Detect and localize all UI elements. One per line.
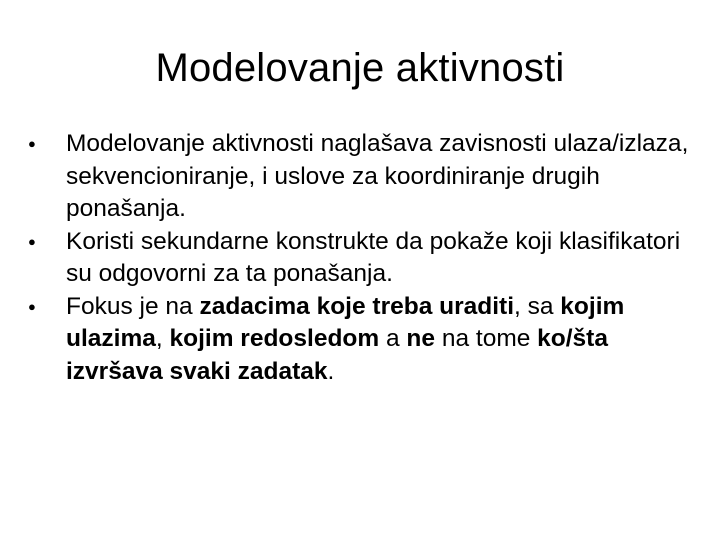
bullet-text-2-part-1: Koristi sekundarne konstrukte da pokaže koji klasifikatori su odgovorni za ta ponašanja. (66, 227, 681, 287)
bullet-text-3-emphasis-not: ne (406, 325, 436, 352)
bullet-dot-icon: ● (28, 233, 36, 249)
bullet-text-3-emphasis-tasks: zadacima koje treba uraditi (199, 292, 514, 320)
bullet-dot-icon: ● (28, 298, 36, 314)
bullet-item-3 (28, 291, 700, 389)
bullet-dot-icon: ● (28, 136, 36, 151)
bullet-text-3-emphasis-actor: ko/šta izvršava svaki zadatak (66, 325, 608, 385)
bullet-text-3-part-9: na tome (435, 325, 538, 352)
bullet-item-2 (28, 226, 700, 291)
bullet-text-3-part-11: . (327, 357, 335, 385)
bullet-text-3-emphasis-inputs: kojim ulazima (66, 292, 625, 352)
bullet-text-3-part-7: a (379, 325, 407, 352)
bullet-item-1 (28, 128, 700, 226)
slide-title: Modelovanje aktivnosti (155, 46, 565, 90)
bullet-text-3-part-5: , (155, 325, 170, 352)
bullet-text-3-part-3: , sa (514, 292, 561, 320)
bullet-text-3-emphasis-order: kojim redosledom (169, 325, 380, 352)
bullet-text-3-part-1: Fokus je na (66, 292, 200, 320)
bullet-text-1-part-1: Modelovanje aktivnosti naglašava zavisnosti ulaza/izlaza, sekvencioniranje, i uslove za koordiniranje drugih ponašanja. (66, 130, 689, 222)
bullet-list (28, 128, 700, 388)
